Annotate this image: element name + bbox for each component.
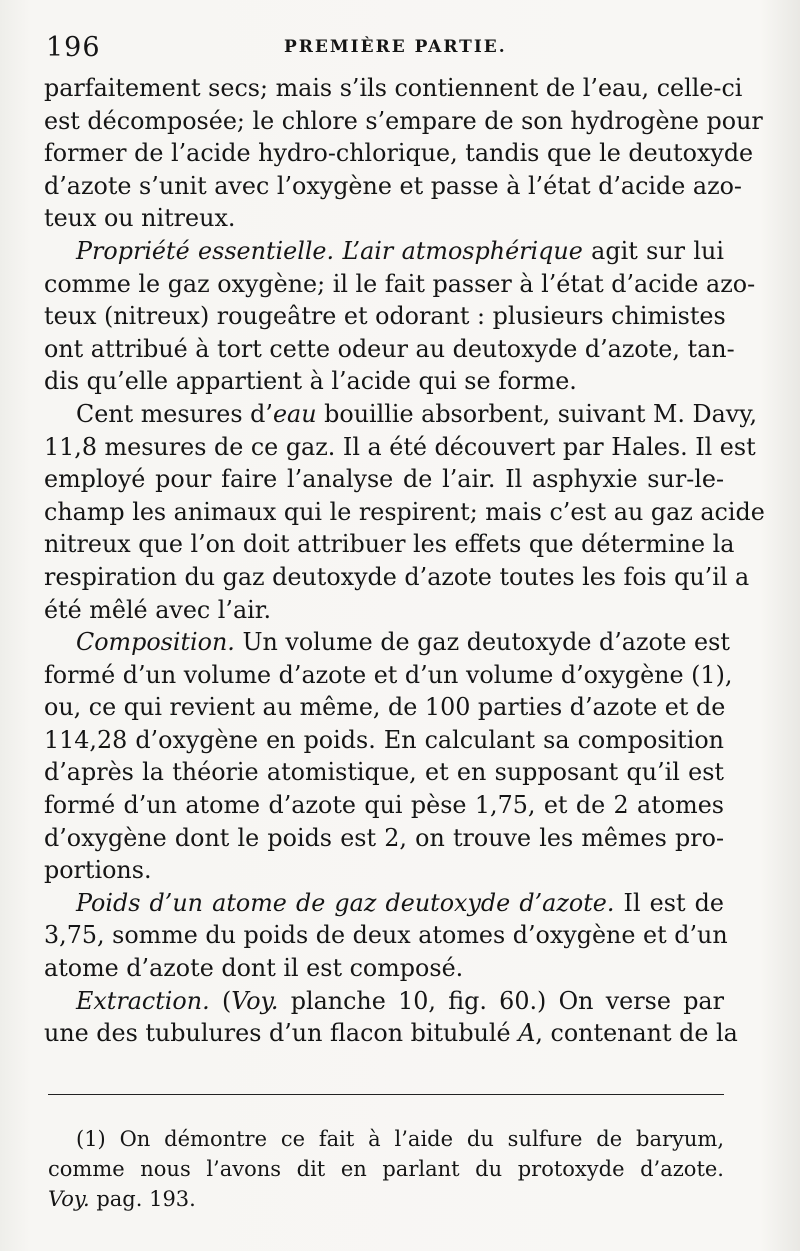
- footnote-divider: [48, 1094, 724, 1095]
- text-line: 11,8 mesures de ce gaz. Il a été découvert par Hales. Il est: [44, 432, 756, 461]
- footnote-line: comme nous l’avons dit en parlant du protoxyde d’azote.: [48, 1157, 724, 1181]
- text-line: teux (nitreux) rougeâtre et odorant : plusieurs chimistes: [44, 302, 726, 331]
- text-line: nitreux que l’on doit attribuer les effets que détermine la: [44, 530, 735, 559]
- text-line: champ les animaux qui le respirent; mais c’est au gaz acide: [44, 497, 765, 526]
- text-line: employé pour faire l’analyse de l’air. Il asphyxie sur-le-: [44, 465, 724, 494]
- text-fragment: Un volume de gaz deutoxyde d’azote est: [242, 628, 730, 657]
- text-line: ont attribué à tort cette odeur au deutoxyde d’azote, tan-: [44, 334, 735, 363]
- text-line: respiration du gaz deutoxyde d’azote toutes les fois qu’il a: [44, 562, 750, 591]
- section-heading-italic: Propriété essentielle.: [76, 236, 335, 265]
- paragraph-start-line: [44, 887, 724, 920]
- text-fragment: une des tubulures d’un flacon bitubulé: [44, 1019, 511, 1048]
- paragraph-start-line: [44, 235, 724, 268]
- text-fragment: pag. 193.: [96, 1187, 196, 1211]
- text-line: atome d’azote dont il est composé.: [44, 954, 464, 983]
- paragraph-start-line: [44, 985, 724, 1018]
- footnote: [48, 1124, 724, 1214]
- text-fragment: bouillie absorbent, suivant M. Davy,: [324, 399, 758, 428]
- text-line: [44, 1017, 738, 1050]
- text-line: ou, ce qui revient au même, de 100 parties d’azote et de: [44, 693, 726, 722]
- footnote-line: [48, 1184, 724, 1214]
- text-line: est décomposée; le chlore s’empare de son hydrogène pour: [44, 106, 763, 135]
- italic-term: L’air atmosphérique: [342, 236, 583, 265]
- italic-term: Voy.: [48, 1187, 90, 1211]
- text-line: comme le gaz oxygène; il le fait passer à l’état d’acide azo-: [44, 269, 756, 298]
- footnote-line: (1) On démontre ce fait à l’aide du sulfure de baryum,: [76, 1127, 724, 1151]
- text-line: dis qu’elle appartient à l’acide qui se forme.: [44, 367, 577, 396]
- text-line: été mêlé avec l’air.: [44, 595, 272, 624]
- text-line: d’après la théorie atomistique, et en supposant qu’il est: [44, 758, 724, 787]
- text-line: teux ou nitreux.: [44, 204, 236, 233]
- paragraph-start-line: [44, 398, 758, 431]
- section-heading-italic: Composition.: [76, 628, 235, 657]
- page-number: 196: [46, 32, 101, 63]
- text-line: portions.: [44, 856, 152, 885]
- text-line: d’azote s’unit avec l’oxygène et passe à l’état d’acide azo-: [44, 171, 742, 200]
- text-line: 114,28 d’oxygène en poids. En calculant sa composition: [44, 725, 724, 754]
- text-fragment: (: [221, 986, 232, 1015]
- main-text: [44, 72, 765, 1050]
- italic-term: A: [518, 1019, 536, 1048]
- text-fragment: Il est de: [623, 888, 724, 917]
- section-heading-italic: Extraction.: [76, 986, 210, 1015]
- italic-term: eau: [272, 399, 317, 428]
- text-line: 3,75, somme du poids de deux atomes d’oxygène et d’un: [44, 921, 728, 950]
- text-line: parfaitement secs; mais s’ils contiennent de l’eau, celle-ci: [44, 74, 743, 102]
- text-fragment: , contenant de la: [535, 1019, 738, 1048]
- text-fragment: Cent mesures d’: [76, 399, 273, 428]
- text-line: former de l’acide hydro-chlorique, tandis que le deutoxyde: [44, 139, 754, 168]
- italic-term: Voy.: [231, 986, 279, 1015]
- section-heading-italic: Poids d’un atome de gaz deutoxyde d’azote.: [76, 888, 615, 917]
- text-fragment: agit sur lui: [591, 236, 724, 265]
- text-fragment: planche 10, fig. 60.) On verse par: [290, 986, 724, 1015]
- text-line: d’oxygène dont le poids est 2, on trouve les mêmes pro-: [44, 823, 724, 852]
- text-line: formé d’un atome d’azote qui pèse 1,75, et de 2 atomes: [44, 791, 724, 820]
- text-line: formé d’un volume d’azote et d’un volume d’oxygène (1),: [44, 660, 733, 689]
- paragraph-start-line: [44, 626, 730, 659]
- page-header: [46, 32, 740, 62]
- running-title: PREMIÈRE PARTIE.: [284, 37, 507, 57]
